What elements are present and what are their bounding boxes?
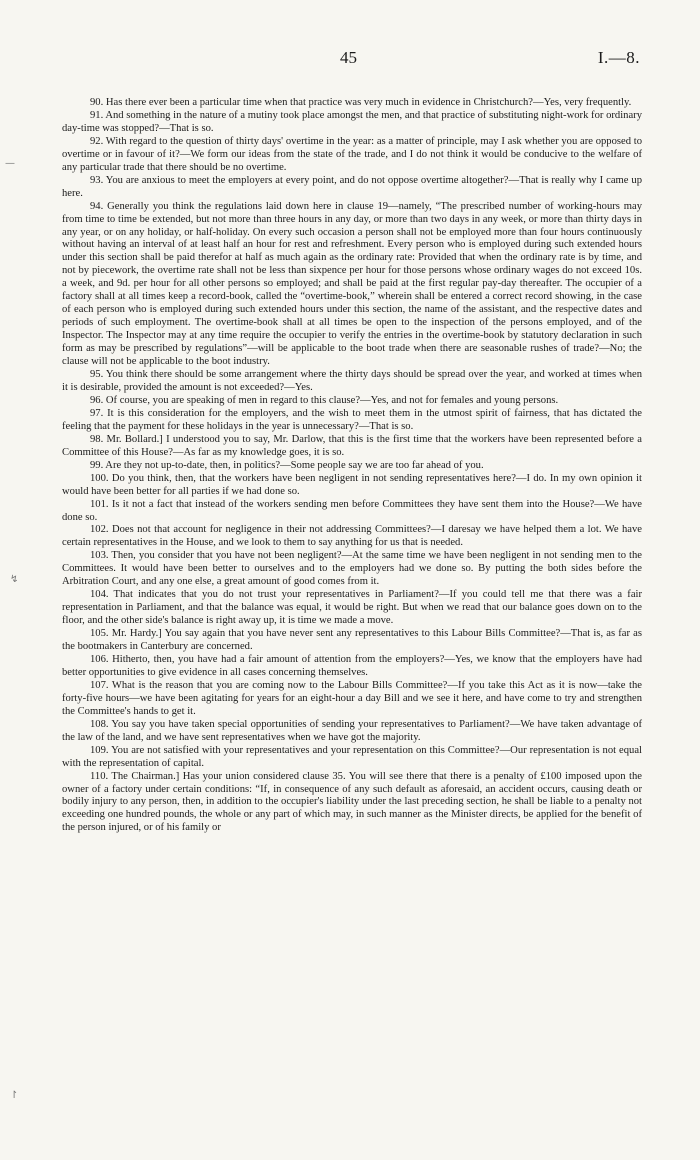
question-paragraph: 91. And something in the nature of a mutiny took place amongst the men, and that practice of substituting night-work for ordinary day-time was stopped?—That is so. <box>62 109 642 134</box>
question-paragraph: 110. The Chairman.] Has your union considered clause 35. You will see there that there is a penalty of £100 imposed upon the owner of a factory under certain conditions: “If, in consequence of any such default as aforesaid, an accident occurs, causing death or bodily injury to any person, then, in addition to the occupier's liability under the last preceding section, he shall be liable to a penalty not exceeding one hundred pounds, the whole or any part of which may, in such manner as the Minister directs, be applied for the benefit of the person injured, or of his family or <box>62 770 642 834</box>
question-paragraph: 99. Are they not up-to-date, then, in politics?—Some people say we are too far ahead of you. <box>90 459 484 471</box>
page-number: 45 <box>340 48 357 67</box>
page-header <box>0 48 700 70</box>
page-reference: I.—8. <box>597 48 640 67</box>
margin-tick-mark: — <box>5 158 15 169</box>
question-paragraph: 96. Of course, you are speaking of men in regard to this clause?—Yes, and not for females and young persons. <box>90 394 559 406</box>
question-paragraph: 90. Has there ever been a particular time when that practice was very much in evidence in Christchurch?—Yes, very frequently. <box>90 97 632 108</box>
question-paragraph: 98. Mr. Bollard.] I understood you to say, Mr. Darlow, that this is the first time that the workers have been represented before a Committee of this House?—As far as my knowledge goes, it is so. <box>62 433 642 458</box>
question-paragraph: 92. With regard to the question of thirty days' overtime in the year: as a matter of principle, may I ask whether you are opposed to overtime or in favour of it?—We form our ideas from the state of the trade, and I do not think it would be conducive to the welfare of any particular trade that there should be no overtime. <box>62 135 642 173</box>
question-paragraph: 108. You say you have taken special opportunities of sending your representatives to Parliament?—We have taken advantage of the law of the land, and we have sent representatives when we have got the majority. <box>62 718 642 743</box>
question-paragraph: 109. You are not satisfied with your representatives and your representation on this Committee?—Our representation is not equal with the representation of capital. <box>62 744 642 769</box>
question-paragraph: 94. Generally you think the regulations laid down here in clause 19—namely, “The prescribed number of working-hours may from time to time be extended, but not more than three hours in any day, or more than two days in any week, or more than thirty days in any year, or on any holiday, or half-holiday. On every such occasion a person shall not be employed more than four hours continuously without having an interval of at least half an hour for rest and refreshment. Every person who is employed during such extended hours under this section shall be paid therefor at half as much again as the ordinary rate: Provided that when the ordinary rate is by time, and not by piecework, the overtime rate shall not be less than sixpence per hour for those persons whose ordinary wages do not exceed 10s. a week, and 9d. per hour for all other persons so employed; and shall be paid at the first regular pay-day thereafter. The occupier of a factory shall at all times keep a record-book, called the “overtime-book,” wherein shall be entered a correct record showing, in the case of each person who is employed during such extended hours under this section, the name of the assistant, and the respective dates and periods of such employment. The overtime-book shall at all times be open to the inspection of the persons employed, and of the Inspector. The Inspector may at any time require the occupier to verify the entries in the overtime-book by statutory declaration in such form as may be prescribed by regulations”—will be applicable to the boot trade when there are seasonable rushes of trade?—No; the clause will not be applicable to the boot industry. <box>62 200 642 368</box>
question-paragraph: 103. Then, you consider that you have not been negligent?—At the same time we have been negligent in not sending men to the Committees. It would have been better to ourselves and to the employers had we done so. By putting the both sides before the Arbitration Court, and any one else, a great amount of good comes from it. <box>62 550 642 588</box>
question-paragraph: 102. Does not that account for negligence in their not addressing Committees?—I daresay we have helped them a lot. We have certain representatives in the House, and we look to them to say anything for us that is needed. <box>62 524 642 549</box>
question-paragraph: 95. You think there should be some arrangement where the thirty days should be spread over the year, and worked at times when it is desirable, provided the amount is not exceeded?—Yes. <box>62 369 642 393</box>
question-paragraph: 104. That indicates that you do not trust your representatives in Parliament?—If you could tell me that there was a fair representation in Parliament, and that the balance was equal, it would be right. But when we read that our balance goes down on to the floor, and the other side's balance is right away up, it is time we made a move. <box>62 589 642 627</box>
question-paragraph: 107. What is the reason that you are coming now to the Labour Bills Committee?—If you take this Act as it is now—take the forty-five hours—we have been agitating for years for an eight-hour a day Bill and we see it here, and have come to try and strengthen the Committee's hands to get it. <box>62 679 642 717</box>
question-paragraph: 106. Hitherto, then, you have had a fair amount of attention from the employers?—Yes, we know that the employers have had better opportunities to give evidence in all cases concerning themselves. <box>62 653 642 678</box>
margin-tick-mark: ↯ <box>10 574 19 585</box>
question-paragraph: 105. Mr. Hardy.] You say again that you have never sent any representatives to this Labour Bills Committee?—That is, as far as the bootmakers in Canterbury are concerned. <box>62 628 642 653</box>
margin-tick-mark: ↾ <box>10 1090 19 1101</box>
testimony-body <box>62 97 642 835</box>
question-paragraph: 100. Do you think, then, that the workers have been negligent in not sending representatives here?—I do. In my own opinion it would have been better for all parties if we had done so. <box>62 472 642 497</box>
question-paragraph: 101. Is it not a fact that instead of the workers sending men before Committees they have sent them into the House?—We have done so. <box>62 498 642 523</box>
question-paragraph: 97. It is this consideration for the employers, and the wish to meet them in the utmost spirit of fairness, that has dictated the feeling that the payment for these holidays in the year is unnecessary?—That is so. <box>62 407 642 432</box>
question-paragraph: 93. You are anxious to meet the employers at every point, and do not oppose overtime altogether?—That is really why I came up here. <box>62 174 642 199</box>
